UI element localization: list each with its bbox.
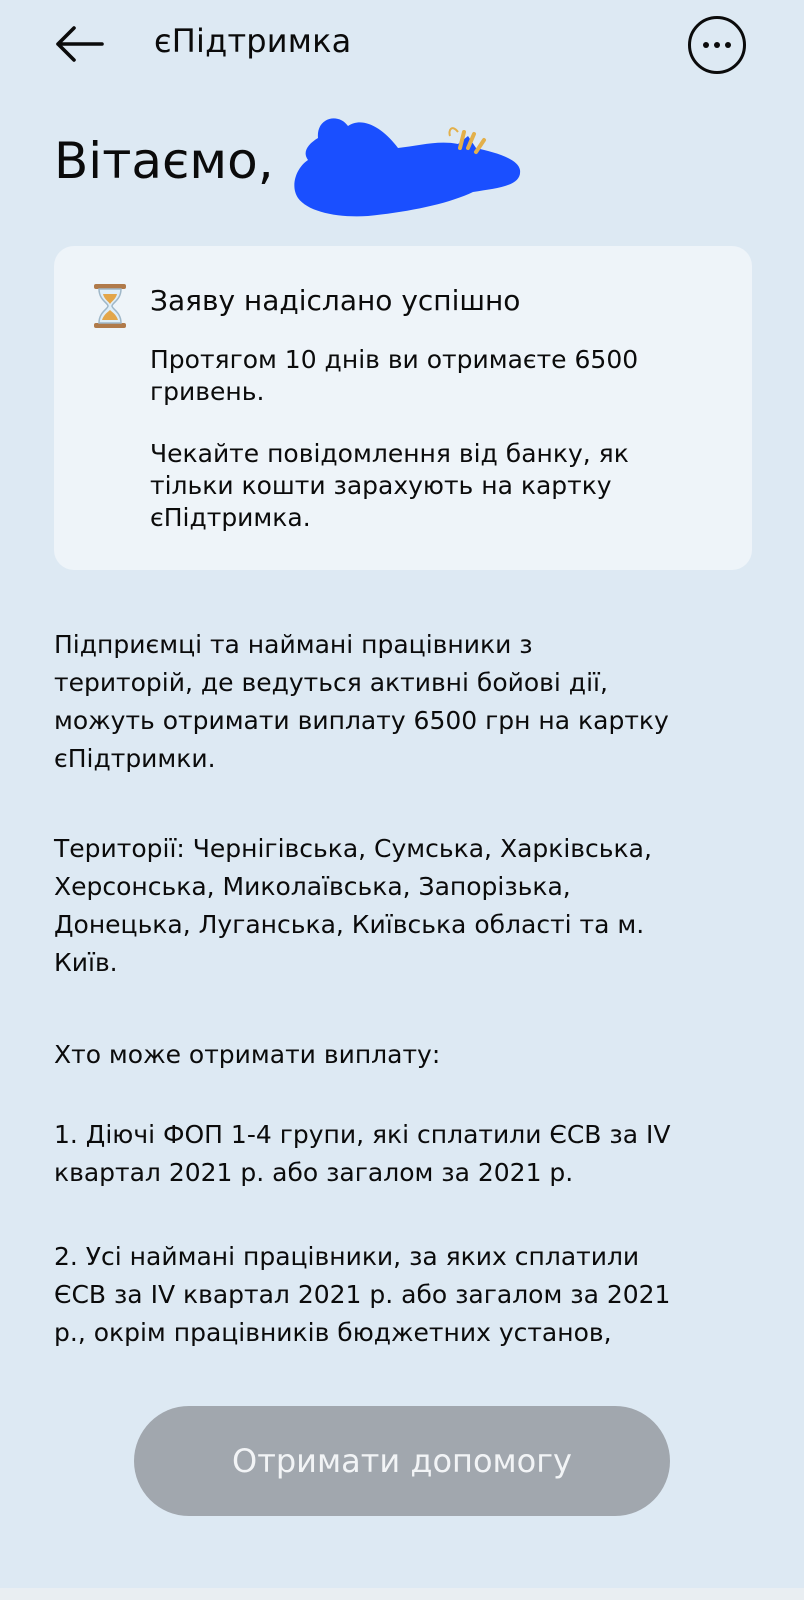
redacted-name (288, 108, 538, 228)
status-card (54, 246, 752, 570)
info-paragraph: Підприємці та наймані працівники з територій, де ведуться активні бойові дії, можуть отримати виплату 6500 грн на картку єПідтримки. (54, 630, 669, 773)
eligibility-item-1: 1. Діючі ФОП 1-4 групи, які сплатили ЄСВ за IV квартал 2021 р. або загалом за 2021 р. (54, 1120, 671, 1187)
more-horizontal-icon (703, 42, 731, 48)
more-button[interactable] (688, 16, 746, 74)
arrow-left-icon (52, 24, 104, 64)
status-title: Заяву надіслано успішно (150, 284, 521, 317)
eligibility-item-2: 2. Усі наймані працівники, за яких сплатили ЄСВ за IV квартал 2021 р. або загалом за 2021 р., окрім працівників бюджетних установ, (54, 1242, 671, 1347)
bottom-bar (0, 1588, 804, 1600)
back-button[interactable] (48, 14, 108, 74)
header-title: єПідтримка (154, 22, 352, 60)
app-header (0, 0, 804, 90)
get-help-button[interactable]: Отримати допомогу (134, 1406, 670, 1516)
status-message: Протягом 10 днів ви отримаєте 6500 гривень. (150, 345, 639, 406)
greeting-title: Вітаємо, (54, 132, 274, 190)
eligibility-heading: Хто може отримати виплату: (54, 1040, 441, 1069)
status-note: Чекайте повідомлення від банку, як тільки кошти зарахують на картку єПідтримка. (150, 439, 629, 532)
hourglass-icon (92, 282, 128, 330)
territories-paragraph: Території: Чернігівська, Сумська, Харківська, Херсонська, Миколаївська, Запорізька, Донецька, Луганська, Київська області та м. Київ. (54, 834, 652, 977)
